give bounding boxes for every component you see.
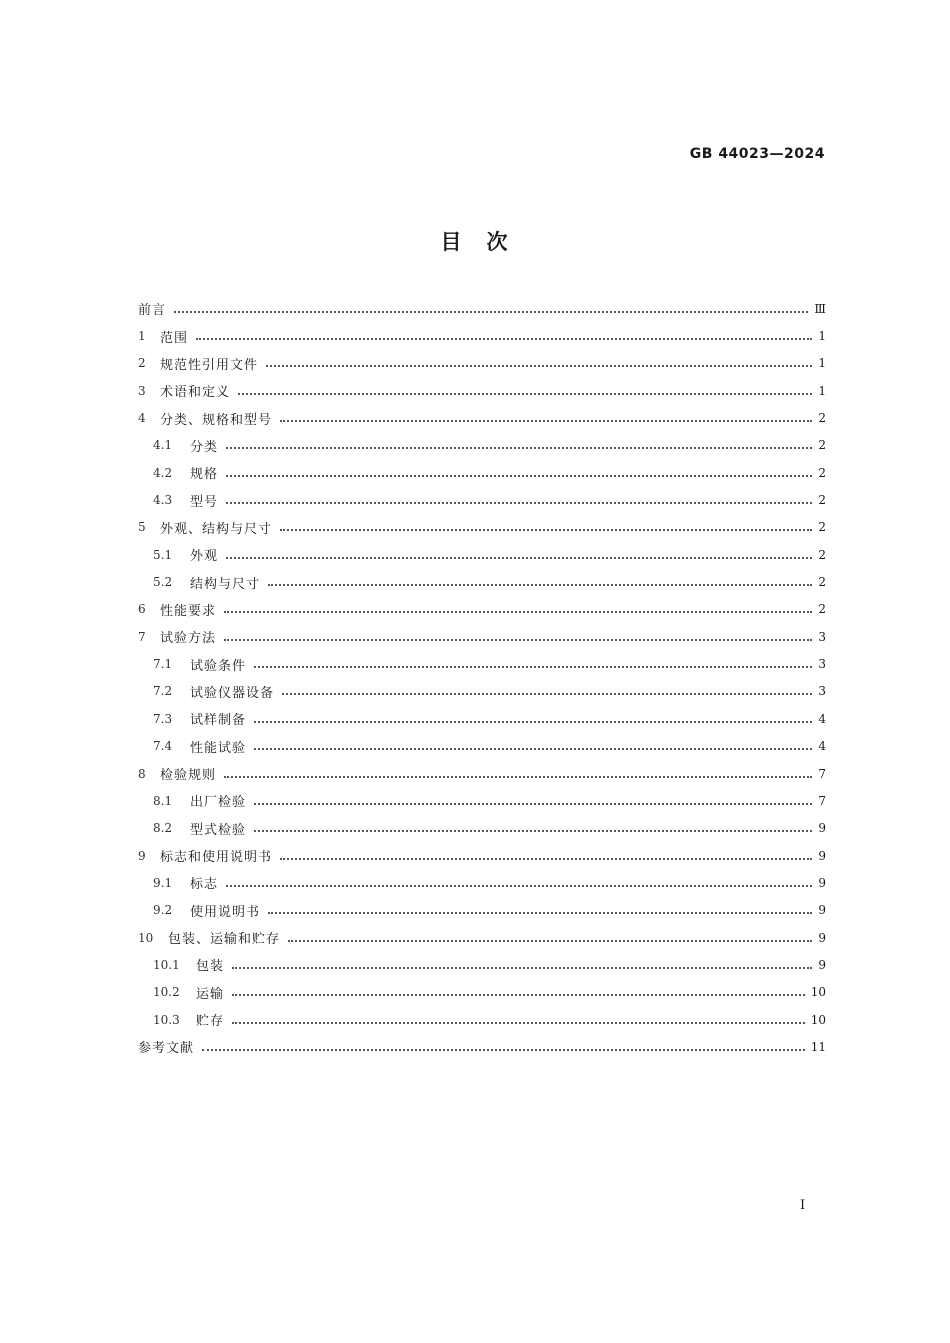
- toc-entry[interactable]: [138, 486, 826, 513]
- toc-entry-page: 3: [818, 629, 826, 644]
- toc-entry-number: 4.3: [153, 493, 173, 508]
- toc-entry-title: 试验仪器设备: [190, 685, 275, 701]
- toc-entry[interactable]: [138, 322, 826, 349]
- toc-entry-title: 出厂检验: [190, 795, 247, 811]
- toc-entry-title: 标志和使用说明书: [160, 850, 273, 866]
- toc-leader-dots: [224, 611, 812, 613]
- toc-entry-title: 外观、结构与尺寸: [160, 521, 273, 537]
- toc-entry-title: 包装、运输和贮存: [168, 932, 281, 948]
- toc-entry-number: 10.3: [153, 1012, 180, 1027]
- toc-entry-page: 2: [818, 547, 826, 562]
- toc-leader-dots: [232, 994, 805, 996]
- toc-entry[interactable]: [138, 596, 826, 623]
- toc-entry[interactable]: [138, 404, 826, 431]
- toc-entry-number: 2: [138, 356, 146, 371]
- toc-leader-dots: [254, 748, 812, 750]
- toc-entry[interactable]: [138, 650, 826, 677]
- toc-entry[interactable]: [138, 295, 826, 322]
- toc-entry-page: 9: [818, 957, 826, 972]
- toc-entry[interactable]: [138, 377, 826, 404]
- toc-entry-page: 2: [818, 465, 826, 480]
- toc-entry-number: 5: [138, 520, 146, 535]
- toc-leader-dots: [224, 776, 812, 778]
- toc-entry-page: 1: [818, 383, 826, 398]
- toc-entry-number: 10.2: [153, 985, 180, 1000]
- toc-entry-number: 5.1: [153, 547, 173, 562]
- toc-entry-page: 9: [818, 821, 826, 836]
- toc-entry-title: 外观: [190, 549, 219, 565]
- toc-entry-page: 4: [818, 739, 826, 754]
- toc-entry-page: 2: [818, 602, 826, 617]
- toc-entry-page: 2: [818, 493, 826, 508]
- toc-leader-dots: [238, 393, 812, 395]
- toc-entry[interactable]: [138, 623, 826, 650]
- toc-entry-page: 7: [818, 766, 826, 781]
- toc-entry[interactable]: [138, 678, 826, 705]
- toc-entry-title: 术语和定义: [160, 385, 231, 401]
- toc-entry-page: 10: [810, 1012, 826, 1027]
- toc-entry-title: 试样制备: [190, 713, 247, 729]
- toc-entry-page: 2: [818, 411, 826, 426]
- toc-leader-dots: [224, 639, 812, 641]
- toc-entry-title: 贮存: [196, 1014, 225, 1030]
- toc-entry-page: 7: [818, 793, 826, 808]
- toc-entry[interactable]: [138, 459, 826, 486]
- toc-entry[interactable]: [138, 1006, 826, 1033]
- toc-leader-dots: [232, 1022, 805, 1024]
- toc-entry-number: 7.1: [153, 657, 173, 672]
- toc-entry[interactable]: [138, 705, 826, 732]
- toc-leader-dots: [254, 803, 812, 805]
- toc-entry-title: 规格: [190, 467, 219, 483]
- toc-entry-page: 2: [818, 575, 826, 590]
- toc-entry-number: 7: [138, 629, 146, 644]
- toc-entry-title: 性能要求: [160, 603, 217, 619]
- toc-entry-number: 9.1: [153, 875, 173, 890]
- toc-entry-title: 范围: [160, 330, 189, 346]
- toc-entry-title: 型式检验: [190, 822, 247, 838]
- toc-entry-title: 试验方法: [160, 631, 217, 647]
- toc-leader-dots: [226, 502, 812, 504]
- toc-entry-page: 1: [818, 356, 826, 371]
- toc-entry-number: 7.3: [153, 711, 173, 726]
- toc-leader-dots: [254, 830, 812, 832]
- toc-entry-title: 规范性引用文件: [160, 357, 259, 373]
- toc-entry-number: 7.4: [153, 739, 173, 754]
- toc-entry-number: 9.2: [153, 903, 173, 918]
- toc-entry-number: 4: [138, 411, 146, 426]
- toc-entry[interactable]: [138, 869, 826, 896]
- toc-entry-title: 分类: [190, 439, 219, 455]
- toc-entry-title: 试验条件: [190, 658, 247, 674]
- toc-entry-number: 1: [138, 329, 146, 344]
- toc-entry-title: 参考文献: [138, 1041, 195, 1057]
- toc-leader-dots: [254, 721, 812, 723]
- toc-entry-page: 9: [818, 848, 826, 863]
- toc-entry-number: 9: [138, 848, 146, 863]
- toc-entry[interactable]: [138, 787, 826, 814]
- toc-entry-number: 6: [138, 602, 146, 617]
- toc-entry-page: 10: [810, 985, 826, 1000]
- toc-leader-dots: [268, 912, 812, 914]
- toc-entry-number: 4.2: [153, 465, 173, 480]
- toc-entry-number: 7.2: [153, 684, 173, 699]
- toc-entry-page: 4: [818, 711, 826, 726]
- toc-entry-page: 3: [818, 684, 826, 699]
- table-of-contents: [138, 295, 826, 1061]
- toc-entry-number: 8: [138, 766, 146, 781]
- toc-entry-number: 8.1: [153, 793, 173, 808]
- toc-entry-title: 包装: [196, 959, 225, 975]
- toc-entry[interactable]: [138, 568, 826, 595]
- toc-entry-page: 1: [818, 329, 826, 344]
- toc-leader-dots: [280, 529, 812, 531]
- toc-leader-dots: [254, 666, 812, 668]
- toc-leader-dots: [282, 693, 812, 695]
- toc-entry-page: 2: [818, 520, 826, 535]
- toc-leader-dots: [280, 858, 812, 860]
- toc-entry[interactable]: [138, 924, 826, 951]
- toc-entry[interactable]: [138, 815, 826, 842]
- standard-number: GB 44023—2024: [689, 146, 825, 162]
- toc-entry-title: 结构与尺寸: [190, 576, 261, 592]
- toc-entry-number: 8.2: [153, 821, 173, 836]
- toc-entry[interactable]: [138, 897, 826, 924]
- toc-leader-dots: [174, 311, 808, 313]
- toc-leader-dots: [280, 420, 812, 422]
- toc-entry-number: 10.1: [153, 957, 180, 972]
- toc-leader-dots: [268, 584, 812, 586]
- toc-entry[interactable]: [138, 760, 826, 787]
- toc-entry-page: 3: [818, 657, 826, 672]
- toc-entry[interactable]: [138, 842, 826, 869]
- toc-entry-number: 10: [138, 930, 154, 945]
- toc-leader-dots: [232, 967, 812, 969]
- toc-entry-number: 5.2: [153, 575, 173, 590]
- toc-entry-title: 运输: [196, 986, 225, 1002]
- toc-entry-number: 3: [138, 383, 146, 398]
- toc-entry-title: 使用说明书: [190, 904, 261, 920]
- toc-leader-dots: [288, 940, 812, 942]
- toc-entry[interactable]: [138, 541, 826, 568]
- toc-entry[interactable]: [138, 733, 826, 760]
- toc-entry-page: 2: [818, 438, 826, 453]
- toc-entry-page: 9: [818, 930, 826, 945]
- toc-entry[interactable]: [138, 350, 826, 377]
- toc-entry-title: 性能试验: [190, 740, 247, 756]
- toc-entry[interactable]: [138, 951, 826, 978]
- toc-entry-page: 11: [810, 1039, 826, 1054]
- toc-leader-dots: [196, 338, 812, 340]
- page-title: 目 次: [440, 230, 510, 254]
- toc-entry-page: 9: [818, 903, 826, 918]
- page-number: I: [800, 1198, 806, 1213]
- toc-entry-number: 4.1: [153, 438, 173, 453]
- toc-entry-title: 标志: [190, 877, 219, 893]
- toc-entry-page: 9: [818, 875, 826, 890]
- toc-entry[interactable]: [138, 979, 826, 1006]
- toc-entry[interactable]: [138, 514, 826, 541]
- toc-leader-dots: [226, 557, 812, 559]
- toc-entry-title: 分类、规格和型号: [160, 412, 273, 428]
- toc-leader-dots: [266, 365, 812, 367]
- toc-leader-dots: [226, 475, 812, 477]
- toc-leader-dots: [202, 1049, 805, 1051]
- toc-leader-dots: [226, 447, 812, 449]
- toc-leader-dots: [226, 885, 812, 887]
- toc-entry-title: 型号: [190, 494, 219, 510]
- toc-entry-title: 检验规则: [160, 768, 217, 784]
- toc-entry[interactable]: [138, 432, 826, 459]
- toc-entry[interactable]: [138, 1033, 826, 1060]
- toc-entry-title: 前言: [138, 303, 167, 319]
- toc-entry-page: Ⅲ: [814, 301, 826, 316]
